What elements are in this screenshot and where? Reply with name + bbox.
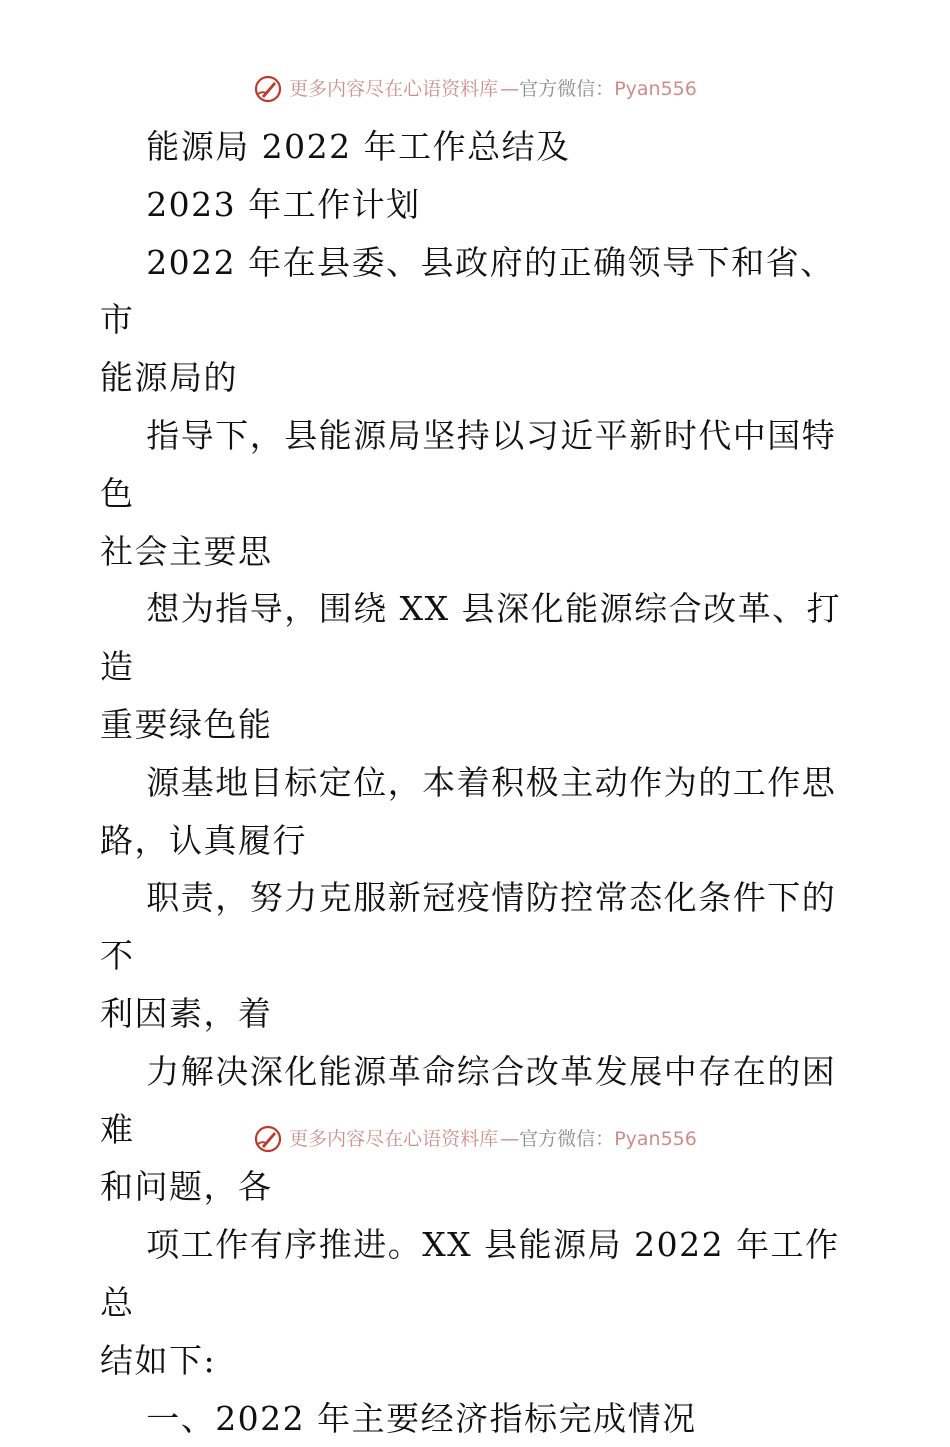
watermark-text: 更多内容尽在心语资料库 — [289, 78, 499, 100]
text-line: 能源局 2022 年工作总结及 — [146, 127, 571, 166]
quill-pen-logo-icon — [253, 1124, 283, 1154]
text-line: 项工作有序推进。XX 县能源局 2022 年工作总 — [100, 1225, 840, 1322]
text-line: 和问题，各 — [100, 1167, 273, 1207]
text-line: 路，认真履行 — [100, 820, 307, 860]
watermark-dash: — — [500, 78, 518, 100]
watermark-header — [0, 74, 950, 113]
text-line: 重要绿色能 — [100, 704, 273, 744]
watermark-official-label: 官方微信： — [519, 1128, 615, 1150]
text-line: 想为指导，围绕 XX 县深化能源综合改革、打造 — [100, 589, 842, 687]
text-line: 利因素，着 — [100, 993, 273, 1033]
text-line: 社会主要思 — [100, 531, 273, 571]
watermark-official-label: 官方微信： — [519, 78, 615, 100]
watermark-dash: — — [500, 1128, 518, 1150]
text-line: 2022 年在县委、县政府的正确领导下和省、市 — [100, 242, 835, 340]
text-line: 结如下: — [100, 1340, 217, 1380]
text-line: 源基地目标定位，本着积极主动作为的工作思 — [146, 762, 837, 802]
text-line: 能源局的 — [100, 358, 238, 398]
watermark-wechat-id: Pyan556 — [614, 1128, 697, 1150]
quill-pen-logo-icon — [253, 74, 283, 104]
watermark-footer — [0, 1124, 950, 1163]
text-line: 指导下，县能源局坚持以习近平新时代中国特色 — [100, 415, 837, 513]
text-line: 职责，努力克服新冠疫情防控常态化条件下的不 — [100, 878, 837, 976]
document-body — [100, 118, 860, 1447]
section-heading: 一、2022 年主要经济指标完成情况 — [146, 1398, 697, 1438]
watermark-text: 更多内容尽在心语资料库 — [289, 1128, 499, 1150]
text-line: 力解决深化能源革命综合改革发展中存在的困难 — [100, 1051, 837, 1149]
watermark-wechat-id: Pyan556 — [614, 78, 697, 100]
text-line: 2023 年工作计划 — [146, 184, 421, 224]
